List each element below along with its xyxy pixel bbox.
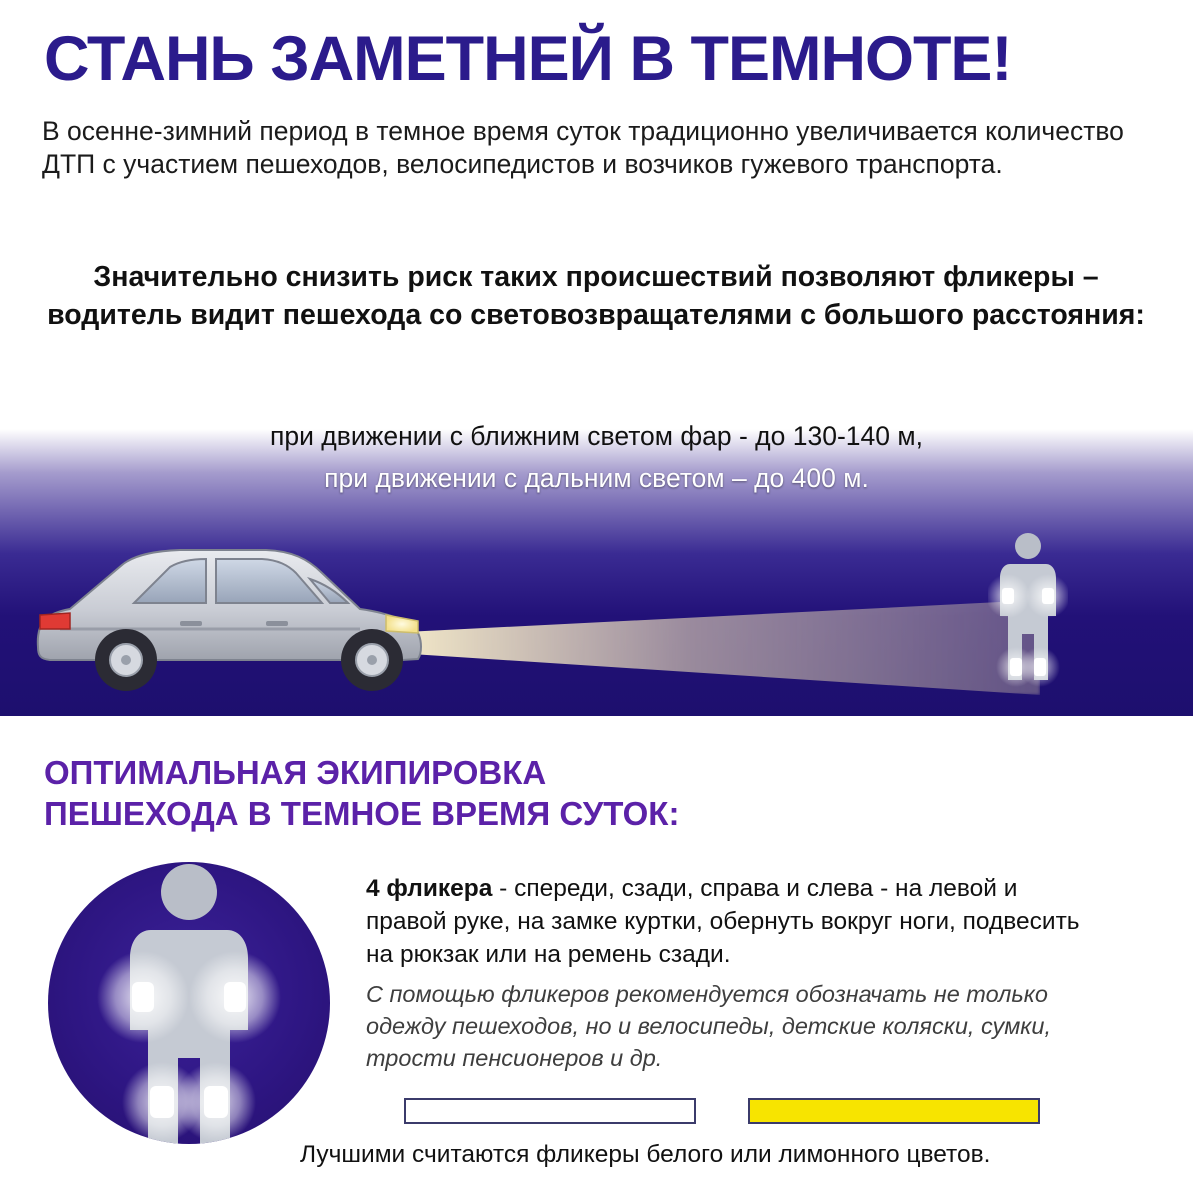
section-heading: [44, 752, 994, 834]
statement-paragraph: Значительно снизить риск таких происшествий позволяют фликеры – водитель видит пешехода со световозвращателями с большого расстояния:: [47, 261, 1145, 331]
pedestrian-reflectors-icon: [48, 862, 330, 1144]
pedestrian-icon: [988, 530, 1068, 690]
pedestrian-badge: [48, 862, 330, 1144]
headlight-beam: [400, 600, 1040, 695]
night-distance-line-2: при движении с дальним светом – до 400 м.: [324, 463, 869, 493]
equipment-footer: Лучшими считаются фликеры белого или лимонного цветов.: [300, 1141, 991, 1168]
section-heading-line-2: ПЕШЕХОДА В ТЕМНОЕ ВРЕМЯ СУТОК:: [44, 795, 680, 832]
swatch-white: [404, 1098, 696, 1124]
page-title: СТАНЬ ЗАМЕТНЕЙ В ТЕМНОТЕ!: [44, 24, 1012, 94]
equipment-text: - спереди, сзади, справа и слева - на левой и правой руке, на замке куртки, обернуть вокруг ноги, подвесить на рюкзак или на ремень сзади.: [366, 875, 1080, 968]
night-distance-line-1: при движении с ближним светом фар - до 130-140 м,: [270, 421, 923, 451]
intro-paragraph: В осенне-зимний период в темное время суток традиционно увеличивается количество ДТП с участием пешеходов, велосипедистов и возчиков гужевого транспорта.: [42, 116, 1124, 179]
car-icon: [30, 529, 430, 704]
section-heading-line-1: ОПТИМАЛЬНАЯ ЭКИПИРОВКА: [44, 754, 547, 791]
night-scene: [0, 404, 1193, 716]
equipment-lead: 4 фликера: [366, 875, 493, 902]
swatch-lemon: [748, 1098, 1040, 1124]
equipment-description: [366, 872, 1086, 971]
equipment-note: С помощью фликеров рекомендуется обозначать не только одежду пешеходов, но и велосипеды, детские коляски, сумки, трости пенсионеров и др.: [366, 981, 1051, 1071]
